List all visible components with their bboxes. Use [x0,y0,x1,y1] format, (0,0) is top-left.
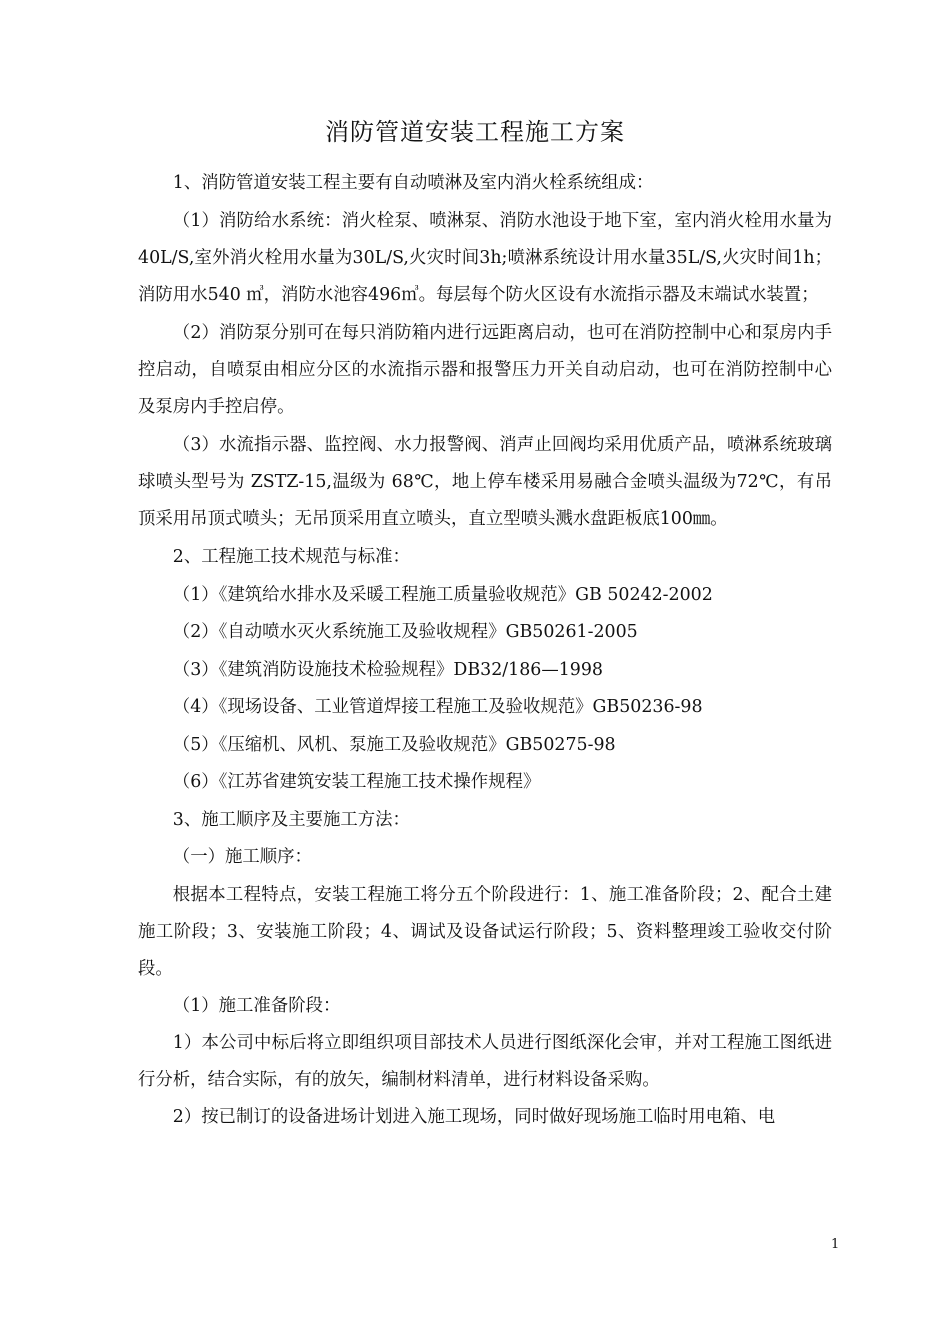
page-number: 1 [831,1237,840,1252]
paragraph-fire-water-system: （1）消防给水系统：消火栓泵、喷淋泵、消防水池设于地下室，室内消火栓用水量为40L/S,室外消火栓用水量为30L/S,火灾时间3h;喷淋系统设计用水量35L/S,火灾时间1h；消防用水540 ㎥，消防水池容496㎥。每层每个防火区设有水流指示器及末端试水装置； [138,211,832,305]
paragraph-equipment-entry: 2）按已制订的设备进场计划进入施工现场，同时做好现场施工临时用电箱、电 [172,1107,776,1127]
standard-item: （1）《建筑给水排水及采暖工程施工质量验收规范》GB 50242-2002 [172,584,713,605]
document-body [138,165,832,1136]
standard-item: （4）《现场设备、工业管道焊接工程施工及验收规范》GB50236-98 [172,697,703,717]
paragraph-fire-pump-control: （2）消防泵分别可在每只消防箱内进行远距离启动，也可在消防控制中心和泵房内手控启动，自喷泵由相应分区的水流指示器和报警压力开关自动启动，也可在消防控制中心及泵房内手控启停。 [138,323,832,417]
standard-item: （3）《建筑消防设施技术检验规程》DB32/186—1998 [172,659,603,680]
standard-item: （6）《江苏省建筑安装工程施工技术操作规程》 [172,772,541,792]
standard-item: （5）《压缩机、风机、泵施工及验收规范》GB50275-98 [172,734,616,755]
section-2-heading: 2、工程施工技术规范与标准： [172,547,410,567]
document-title: 消防管道安装工程施工方案 [325,118,625,146]
subsection-heading: （一）施工顺序： [172,847,312,867]
paragraph-drawing-review: 1）本公司中标后将立即组织项目部技术人员进行图纸深化会审，并对工程施工图纸进行分析，结合实际，有的放矢，编制材料清单，进行材料设备采购。 [138,1033,832,1090]
section-3-heading: 3、施工顺序及主要施工方法： [172,809,410,830]
stage-heading: （1）施工准备阶段： [172,995,341,1016]
section-1-heading: 1、消防管道安装工程主要有自动喷淋及室内消火栓系统组成： [172,173,654,193]
paragraph-sprinkler-products: （3）水流指示器、监控阀、水力报警阀、消声止回阀均采用优质产品，喷淋系统玻璃球喷头型号为 ZSTZ-15,温级为 68℃，地上停车楼采用易融合金喷头温级为72℃，有吊顶采用吊顶式喷头；无吊顶采用直立喷头，直立型喷头溅水盘距板底100㎜。 [138,435,832,529]
standard-item: （2）《自动喷水灭火系统施工及验收规程》GB50261-2005 [172,622,638,642]
paragraph-construction-stages: 根据本工程特点，安装工程施工将分五个阶段进行：1、施工准备阶段；2、配合土建施工阶段；3、安装施工阶段；4、调试及设备试运行阶段；5、资料整理竣工验收交付阶段。 [138,884,832,979]
